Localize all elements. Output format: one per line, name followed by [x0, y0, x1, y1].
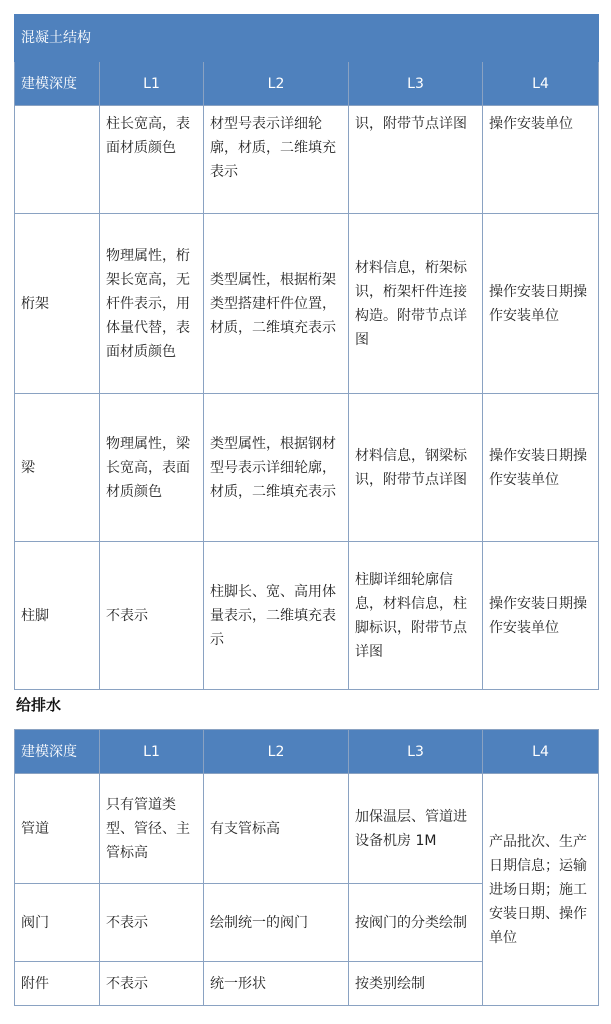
cell-l1: 柱长宽高，表面材质颜色 [100, 106, 204, 214]
header-l1: L1 [100, 62, 204, 106]
concrete-structure-table [14, 14, 599, 690]
header-row [15, 62, 599, 106]
row-name: 柱脚 [15, 542, 100, 690]
table-row [15, 394, 599, 542]
row-name: 梁 [15, 394, 100, 542]
header-row [15, 730, 599, 774]
cell-l3: 材料信息，钢梁标识，附带节点详图 [349, 394, 483, 542]
cell-l1: 不表示 [100, 884, 204, 962]
table-title-row [15, 15, 599, 62]
water-supply-drainage-table [14, 729, 599, 1006]
row-name: 附件 [15, 962, 100, 1006]
table-row [15, 214, 599, 394]
header-l3: L3 [349, 62, 483, 106]
header-l1: L1 [100, 730, 204, 774]
cell-l4: 操作安装日期操作安装单位 [483, 542, 599, 690]
row-name: 桁架 [15, 214, 100, 394]
cell-l3: 按阀门的分类绘制 [349, 884, 483, 962]
cell-l1: 物理属性，梁长宽高，表面材质颜色 [100, 394, 204, 542]
cell-l2: 有支管标高 [204, 774, 349, 884]
row-name: 管道 [15, 774, 100, 884]
cell-l1: 不表示 [100, 542, 204, 690]
row-name: 阀门 [15, 884, 100, 962]
table-row [15, 106, 599, 214]
section-title: 给排水 [16, 696, 62, 714]
cell-l2: 材型号表示详细轮廓，材质，二维填充表示 [204, 106, 349, 214]
cell-l4: 操作安装日期操作安装单位 [483, 394, 599, 542]
header-depth: 建模深度 [15, 730, 100, 774]
header-depth: 建模深度 [15, 62, 100, 106]
header-l4: L4 [483, 730, 599, 774]
cell-l2: 类型属性，根据桁架类型搭建杆件位置，材质，二维填充表示 [204, 214, 349, 394]
header-l3: L3 [349, 730, 483, 774]
cell-l4: 操作安装单位 [483, 106, 599, 214]
cell-l1: 物理属性，桁架长宽高，无杆件表示，用体量代替，表面材质颜色 [100, 214, 204, 394]
cell-l3: 加保温层、管道进设备机房 1M [349, 774, 483, 884]
row-name [15, 106, 100, 214]
header-l2: L2 [204, 62, 349, 106]
table-title: 混凝土结构 [15, 15, 599, 62]
cell-l3: 识，附带节点详图 [349, 106, 483, 214]
cell-l1: 不表示 [100, 962, 204, 1006]
cell-l3: 柱脚详细轮廓信息，材料信息，柱脚标识，附带节点详图 [349, 542, 483, 690]
table-row [15, 774, 599, 884]
cell-l2: 绘制统一的阀门 [204, 884, 349, 962]
cell-l4: 操作安装日期操作安装单位 [483, 214, 599, 394]
header-l2: L2 [204, 730, 349, 774]
cell-l3: 按类别绘制 [349, 962, 483, 1006]
cell-l4-merged: 产品批次、生产日期信息；运输进场日期；施工安装日期、操作单位 [483, 774, 599, 1006]
header-l4: L4 [483, 62, 599, 106]
cell-l1: 只有管道类型、管径、主管标高 [100, 774, 204, 884]
cell-l3: 材料信息，桁架标识，桁架杆件连接构造。附带节点详图 [349, 214, 483, 394]
cell-l2: 类型属性，根据钢材型号表示详细轮廓，材质，二维填充表示 [204, 394, 349, 542]
cell-l2: 统一形状 [204, 962, 349, 1006]
cell-l2: 柱脚长、宽、高用体量表示，二维填充表示 [204, 542, 349, 690]
table-row [15, 542, 599, 690]
